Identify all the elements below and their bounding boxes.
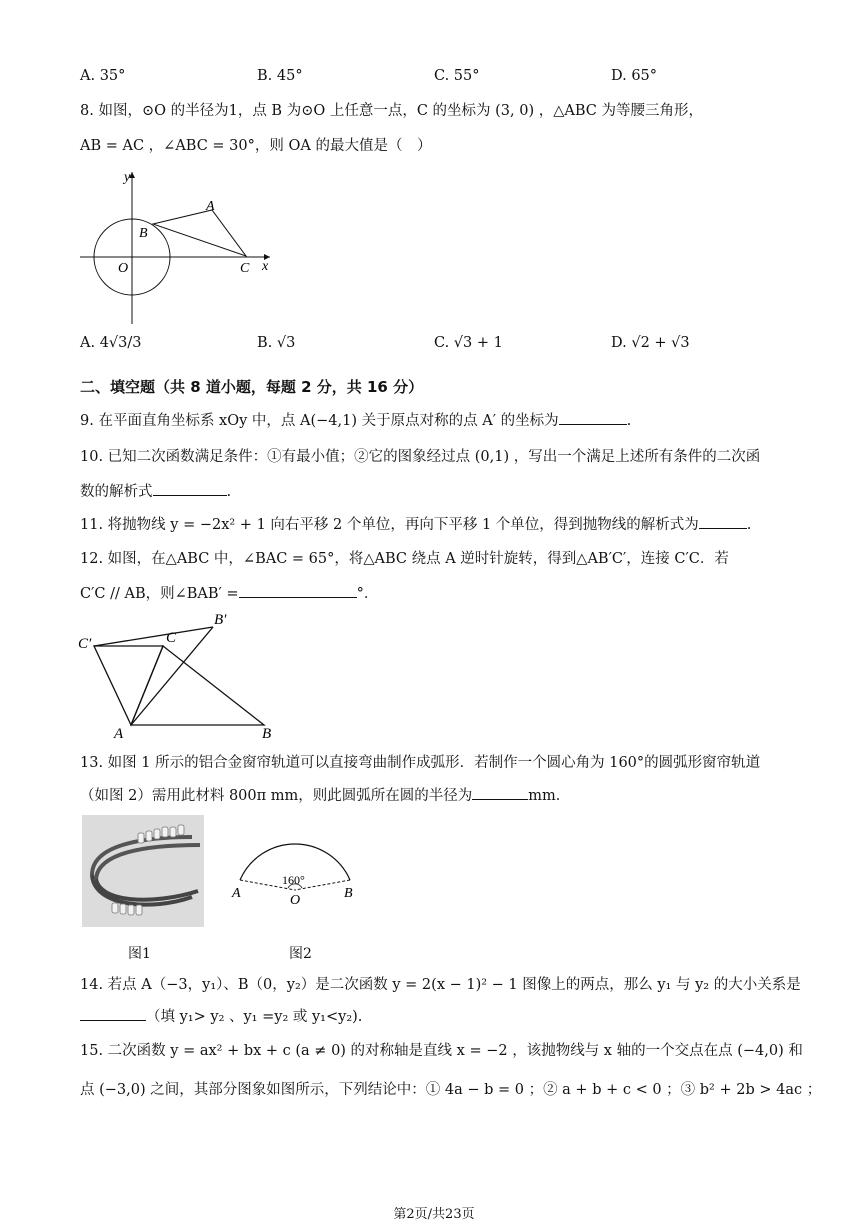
section-title: 二、填空题（共 8 道小题，每题 2 分，共 16 分） [80,378,424,396]
page-footer: 第2页/共23页 [393,1207,475,1222]
q12-stem-line2 [80,583,378,604]
center-o-label: O [290,893,301,908]
origin-label: O [118,261,129,276]
q8-choice-a: A. 4√3/3 [80,335,142,351]
q15-stem-line1: 15. 二次函数 y = ax² + bx + c (a ≠ 0) 的对称轴是直线 x = −2 ，该抛物线与 x 轴的一个交点在点 (−4,0) 和 [80,1043,803,1059]
q11-tail: . [746,517,752,533]
q8-choice-d: D. √2 + √3 [611,335,690,351]
point-b-label: B [139,226,148,241]
q9-stem [80,410,631,431]
q8-choice-c: C. √3 + 1 [434,335,503,351]
q13-text: （如图 2）需用此材料 800π mm，则此圆弧所在圆的半径为 [80,788,473,804]
q8-stem-line2: AB = AC ，∠ABC = 30°，则 OA 的最大值是（ ） [80,138,432,154]
q9-tail: . [626,413,632,429]
q10-stem-line1: 10. 已知二次函数满足条件：①有最小值；②它的图象经过点 (0,1) ，写出一个满足上述所有条件的二次函 [80,449,761,465]
q10-stem-line2 [80,481,231,502]
figure1-caption: 图1 [128,946,151,962]
triangle-abc [153,210,246,256]
q10-text: 数的解析式 [80,484,153,500]
point-c-label: C [166,630,177,646]
q12-tail: °． [356,586,379,602]
point-a-label: A [206,199,215,214]
q8-choice-b: B. √3 [257,335,296,351]
triangle-abc [131,646,264,725]
q12-text: C′C // AB，则∠BAB′ = [80,586,239,602]
point-a-label: A [232,886,241,901]
figure2-caption: 图2 [289,946,312,962]
q7-choice-d: D. 65° [611,68,658,84]
q10-tail: . [226,484,232,500]
y-axis-label: y [124,170,131,185]
q7-choice-b: B. 45° [257,68,303,84]
q14-text: （填 y₁> y₂ 、y₁ =y₂ 或 y₁<y₂). [146,1009,363,1025]
q11-stem [80,514,751,535]
q9-text: 9. 在平面直角坐标系 xOy 中，点 A(−4,1) 关于原点对称的点 A′ 的坐标为 [80,413,559,429]
q13-answer-blank[interactable] [472,785,528,800]
q12-answer-blank[interactable] [239,583,357,598]
q10-answer-blank[interactable] [153,481,227,496]
point-c1-label: C′ [78,636,92,652]
point-b-label: B [262,726,272,742]
q13-stem-line1: 13. 如图 1 所示的铝合金窗帘轨道可以直接弯曲制作成弧形．若制作一个圆心角为 160°的圆弧形窗帘轨道 [80,755,761,771]
point-b-label: B [344,886,353,901]
x-axis-label: x [262,259,269,274]
q13-stem-line2 [80,785,570,806]
q11-text: 11. 将抛物线 y = −2x² + 1 向右平移 2 个单位，再向下平移 1 个单位，得到抛物线的解析式为 [80,517,699,533]
q12-figure [74,608,284,742]
point-c-label: C [240,261,250,276]
angle-label: 160° [282,873,305,887]
point-b1-label: B′ [214,612,227,628]
q14-answer-blank[interactable] [80,1006,146,1021]
q11-answer-blank[interactable] [699,514,747,529]
point-a-label: A [114,726,124,742]
q15-stem-line2: 点 (−3,0) 之间，其部分图象如图所示，下列结论中：① 4a − b = 0 ；② a + b + c < 0 ；③ b² + 2b > 4ac ； [80,1082,822,1098]
q14-stem-line1: 14. 若点 A（−3，y₁）、B（0，y₂）是二次函数 y = 2(x − 1)² − 1 图像上的两点，那么 y₁ 与 y₂ 的大小关系是 [80,977,801,993]
q12-stem-line1: 12. 如图，在△ABC 中，∠BAC = 65°，将△ABC 绕点 A 逆时针旋转，得到△AB′C′，连接 C′C．若 [80,551,729,567]
segment-c1-b1 [94,627,213,646]
q13-arc-figure [226,820,366,910]
q8-stem-line1: 8. 如图，⊙O 的半径为1，点 B 为⊙O 上任意一点，C 的坐标为 (3, 0) ，△ABC 为等腰三角形， [80,103,703,119]
q14-stem-line2 [80,1006,362,1027]
q9-answer-blank[interactable] [559,410,627,425]
curtain-track-photo [82,815,204,927]
triangle-ab1c1 [94,646,163,725]
q8-figure [74,166,284,326]
q13-tail: mm． [528,788,571,804]
q7-choice-c: C. 55° [434,68,480,84]
q7-choice-a: A. 35° [80,68,126,84]
